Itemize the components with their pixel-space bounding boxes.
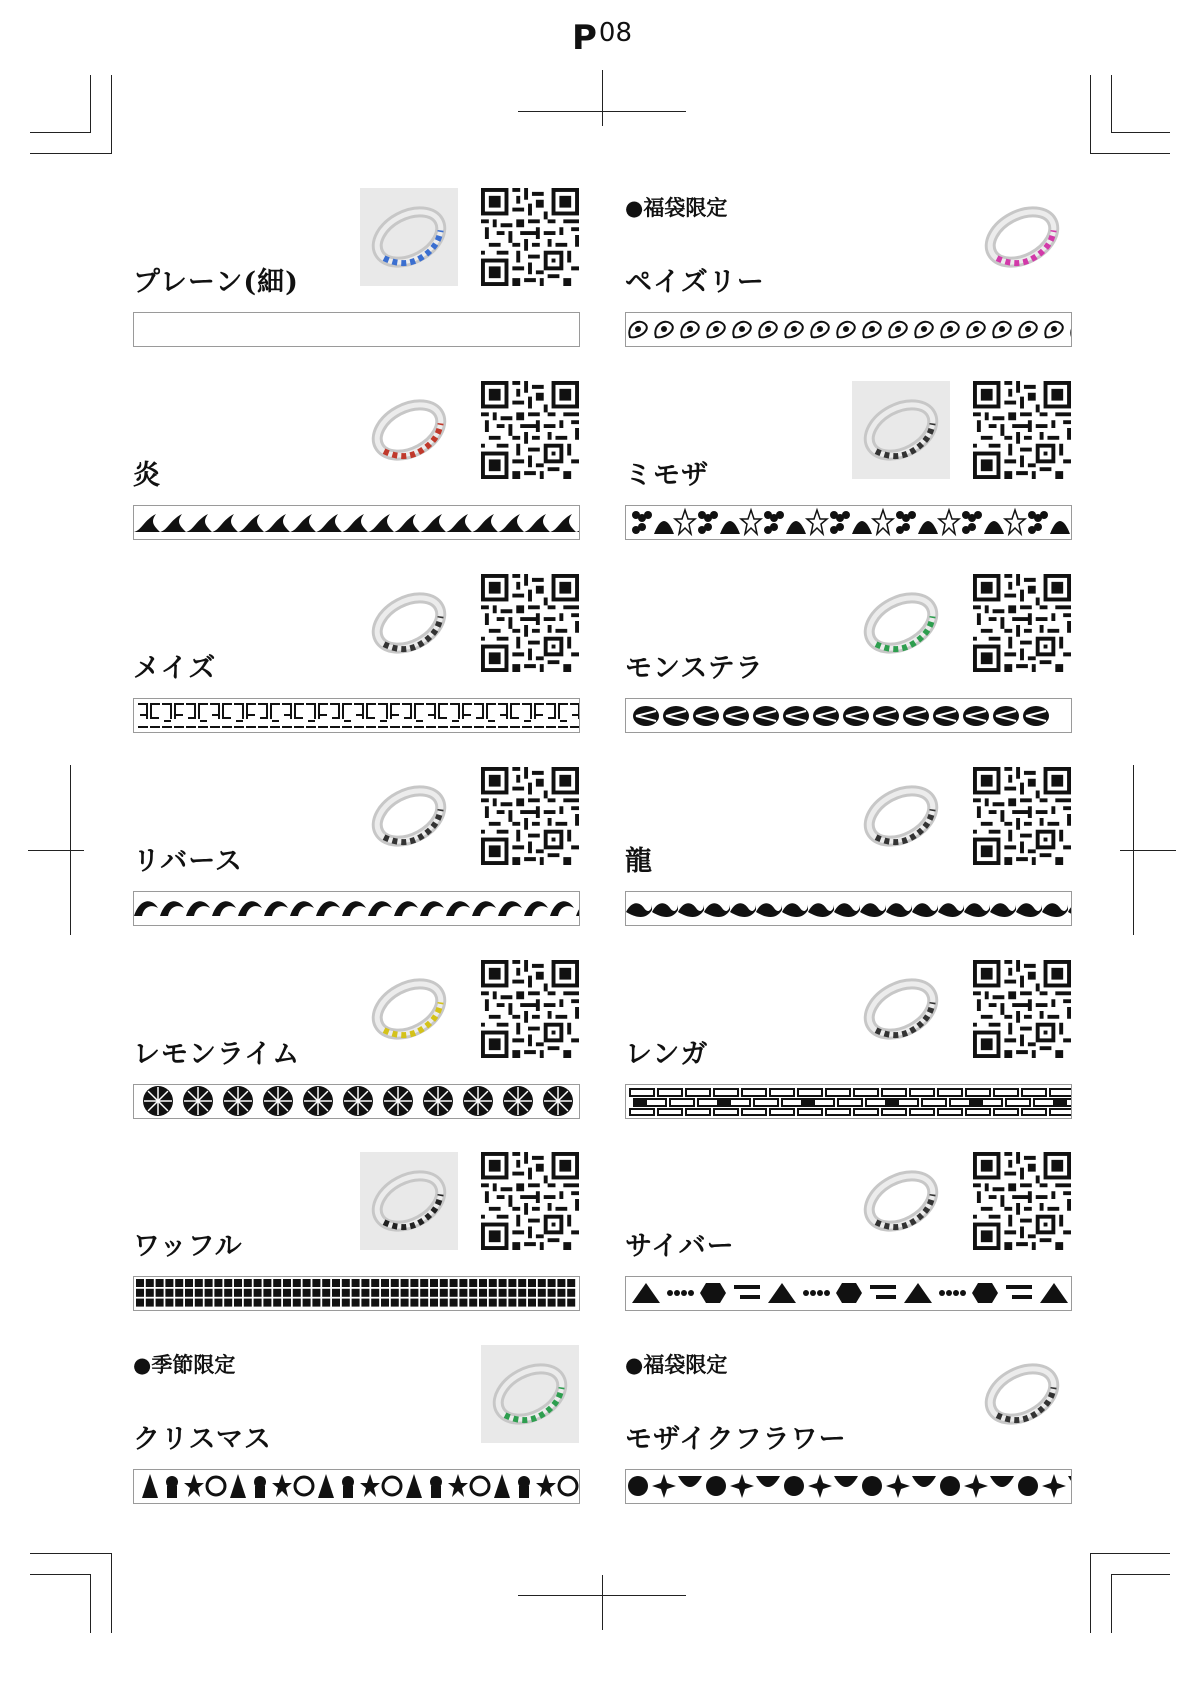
crop-mark: [1120, 850, 1176, 851]
crop-mark: [1090, 1553, 1091, 1633]
ring-photo: [360, 574, 458, 672]
brick-pattern: [625, 1084, 1072, 1119]
qr-code[interactable]: [481, 1152, 579, 1250]
qr-code[interactable]: [481, 188, 579, 286]
page-number-value: 08: [598, 18, 633, 48]
design-item: [133, 1345, 580, 1525]
design-name: サイバー: [625, 1231, 735, 1262]
christmas-pattern: [133, 1469, 580, 1504]
design-item: [625, 960, 1072, 1140]
crop-mark: [1111, 75, 1112, 133]
ring-photo: [973, 1345, 1071, 1443]
dragon-pattern: [625, 891, 1072, 926]
ring-photo: [852, 960, 950, 1058]
flame-pattern: [133, 505, 580, 540]
ring-photo: [360, 767, 458, 865]
crop-mark: [1090, 153, 1170, 154]
crop-mark: [1111, 1574, 1170, 1575]
qr-code-icon: [973, 574, 1071, 672]
design-name: レンガ: [625, 1039, 709, 1070]
design-item: [133, 188, 580, 368]
qr-code-icon: [973, 960, 1071, 1058]
design-name: 炎: [133, 460, 161, 491]
crop-mark: [30, 153, 112, 154]
crop-mark: [90, 75, 91, 133]
limited-tag: ●福袋限定: [625, 1352, 728, 1377]
mosaic-flower-pattern: [625, 1469, 1072, 1504]
paisley-pattern: [625, 312, 1072, 347]
ring-photo: [852, 574, 950, 672]
ring-photo: [852, 1152, 950, 1250]
qr-code-icon: [481, 381, 579, 479]
design-item: [133, 1152, 580, 1332]
design-item: [133, 574, 580, 754]
reverse-pattern: [133, 891, 580, 926]
crop-mark: [602, 1575, 603, 1630]
design-item: [133, 767, 580, 947]
waffle-pattern: [133, 1276, 580, 1311]
ring-photo: [973, 188, 1071, 286]
qr-code-icon: [973, 381, 1071, 479]
crop-mark: [30, 132, 91, 133]
design-name: ミモザ: [625, 460, 709, 491]
design-item: [625, 767, 1072, 947]
crop-mark: [1090, 75, 1091, 154]
maze-pattern: [133, 698, 580, 733]
design-name: ワッフル: [133, 1231, 243, 1262]
qr-code-icon: [973, 767, 1071, 865]
qr-code-icon: [481, 1152, 579, 1250]
qr-code[interactable]: [973, 767, 1071, 865]
design-item: [625, 381, 1072, 561]
lemon-lime-pattern: [133, 1084, 580, 1119]
crop-mark: [28, 850, 84, 851]
qr-code[interactable]: [973, 1152, 1071, 1250]
plain-pattern: [133, 312, 580, 347]
design-item: [625, 574, 1072, 754]
monstera-pattern: [625, 698, 1072, 733]
crop-mark: [111, 75, 112, 154]
crop-mark: [1090, 1553, 1170, 1554]
qr-code[interactable]: [481, 960, 579, 1058]
limited-tag: ●季節限定: [133, 1352, 236, 1377]
design-item: [625, 1152, 1072, 1332]
crop-mark: [90, 1574, 91, 1633]
qr-code[interactable]: [973, 381, 1071, 479]
crop-mark: [602, 70, 603, 126]
ring-photo: [852, 381, 950, 479]
design-item: [133, 381, 580, 561]
ring-photo: [360, 381, 458, 479]
crop-mark: [111, 1553, 112, 1633]
design-name: ペイズリー: [625, 267, 765, 298]
qr-code[interactable]: [973, 960, 1071, 1058]
crop-mark: [30, 1574, 91, 1575]
ring-photo: [360, 188, 458, 286]
qr-code[interactable]: [481, 574, 579, 672]
design-name: モンステラ: [625, 653, 764, 684]
page-number: [572, 18, 632, 58]
qr-code-icon: [481, 574, 579, 672]
qr-code-icon: [481, 960, 579, 1058]
design-item: [625, 1345, 1072, 1525]
design-name: 龍: [625, 846, 653, 877]
crop-mark: [1111, 132, 1170, 133]
ring-photo: [360, 960, 458, 1058]
design-name: モザイクフラワー: [625, 1424, 847, 1455]
ring-photo: [360, 1152, 458, 1250]
design-item: [625, 188, 1072, 368]
design-item: [133, 960, 580, 1140]
qr-code-icon: [481, 767, 579, 865]
design-name: レモンライム: [133, 1039, 301, 1070]
ring-photo: [481, 1345, 579, 1443]
qr-code[interactable]: [481, 381, 579, 479]
cyber-pattern: [625, 1276, 1072, 1311]
crop-mark: [30, 1553, 112, 1554]
limited-tag: ●福袋限定: [625, 195, 728, 220]
mimosa-pattern: [625, 505, 1072, 540]
qr-code[interactable]: [973, 574, 1071, 672]
qr-code-icon: [481, 188, 579, 286]
page-prefix: P: [572, 18, 597, 58]
crop-mark: [1111, 1574, 1112, 1633]
ring-photo: [852, 767, 950, 865]
design-name: プレーン(細): [133, 267, 299, 298]
design-name: メイズ: [133, 653, 217, 684]
qr-code-icon: [973, 1152, 1071, 1250]
qr-code[interactable]: [481, 767, 579, 865]
design-name: リバース: [133, 846, 243, 877]
design-name: クリスマス: [133, 1424, 272, 1455]
